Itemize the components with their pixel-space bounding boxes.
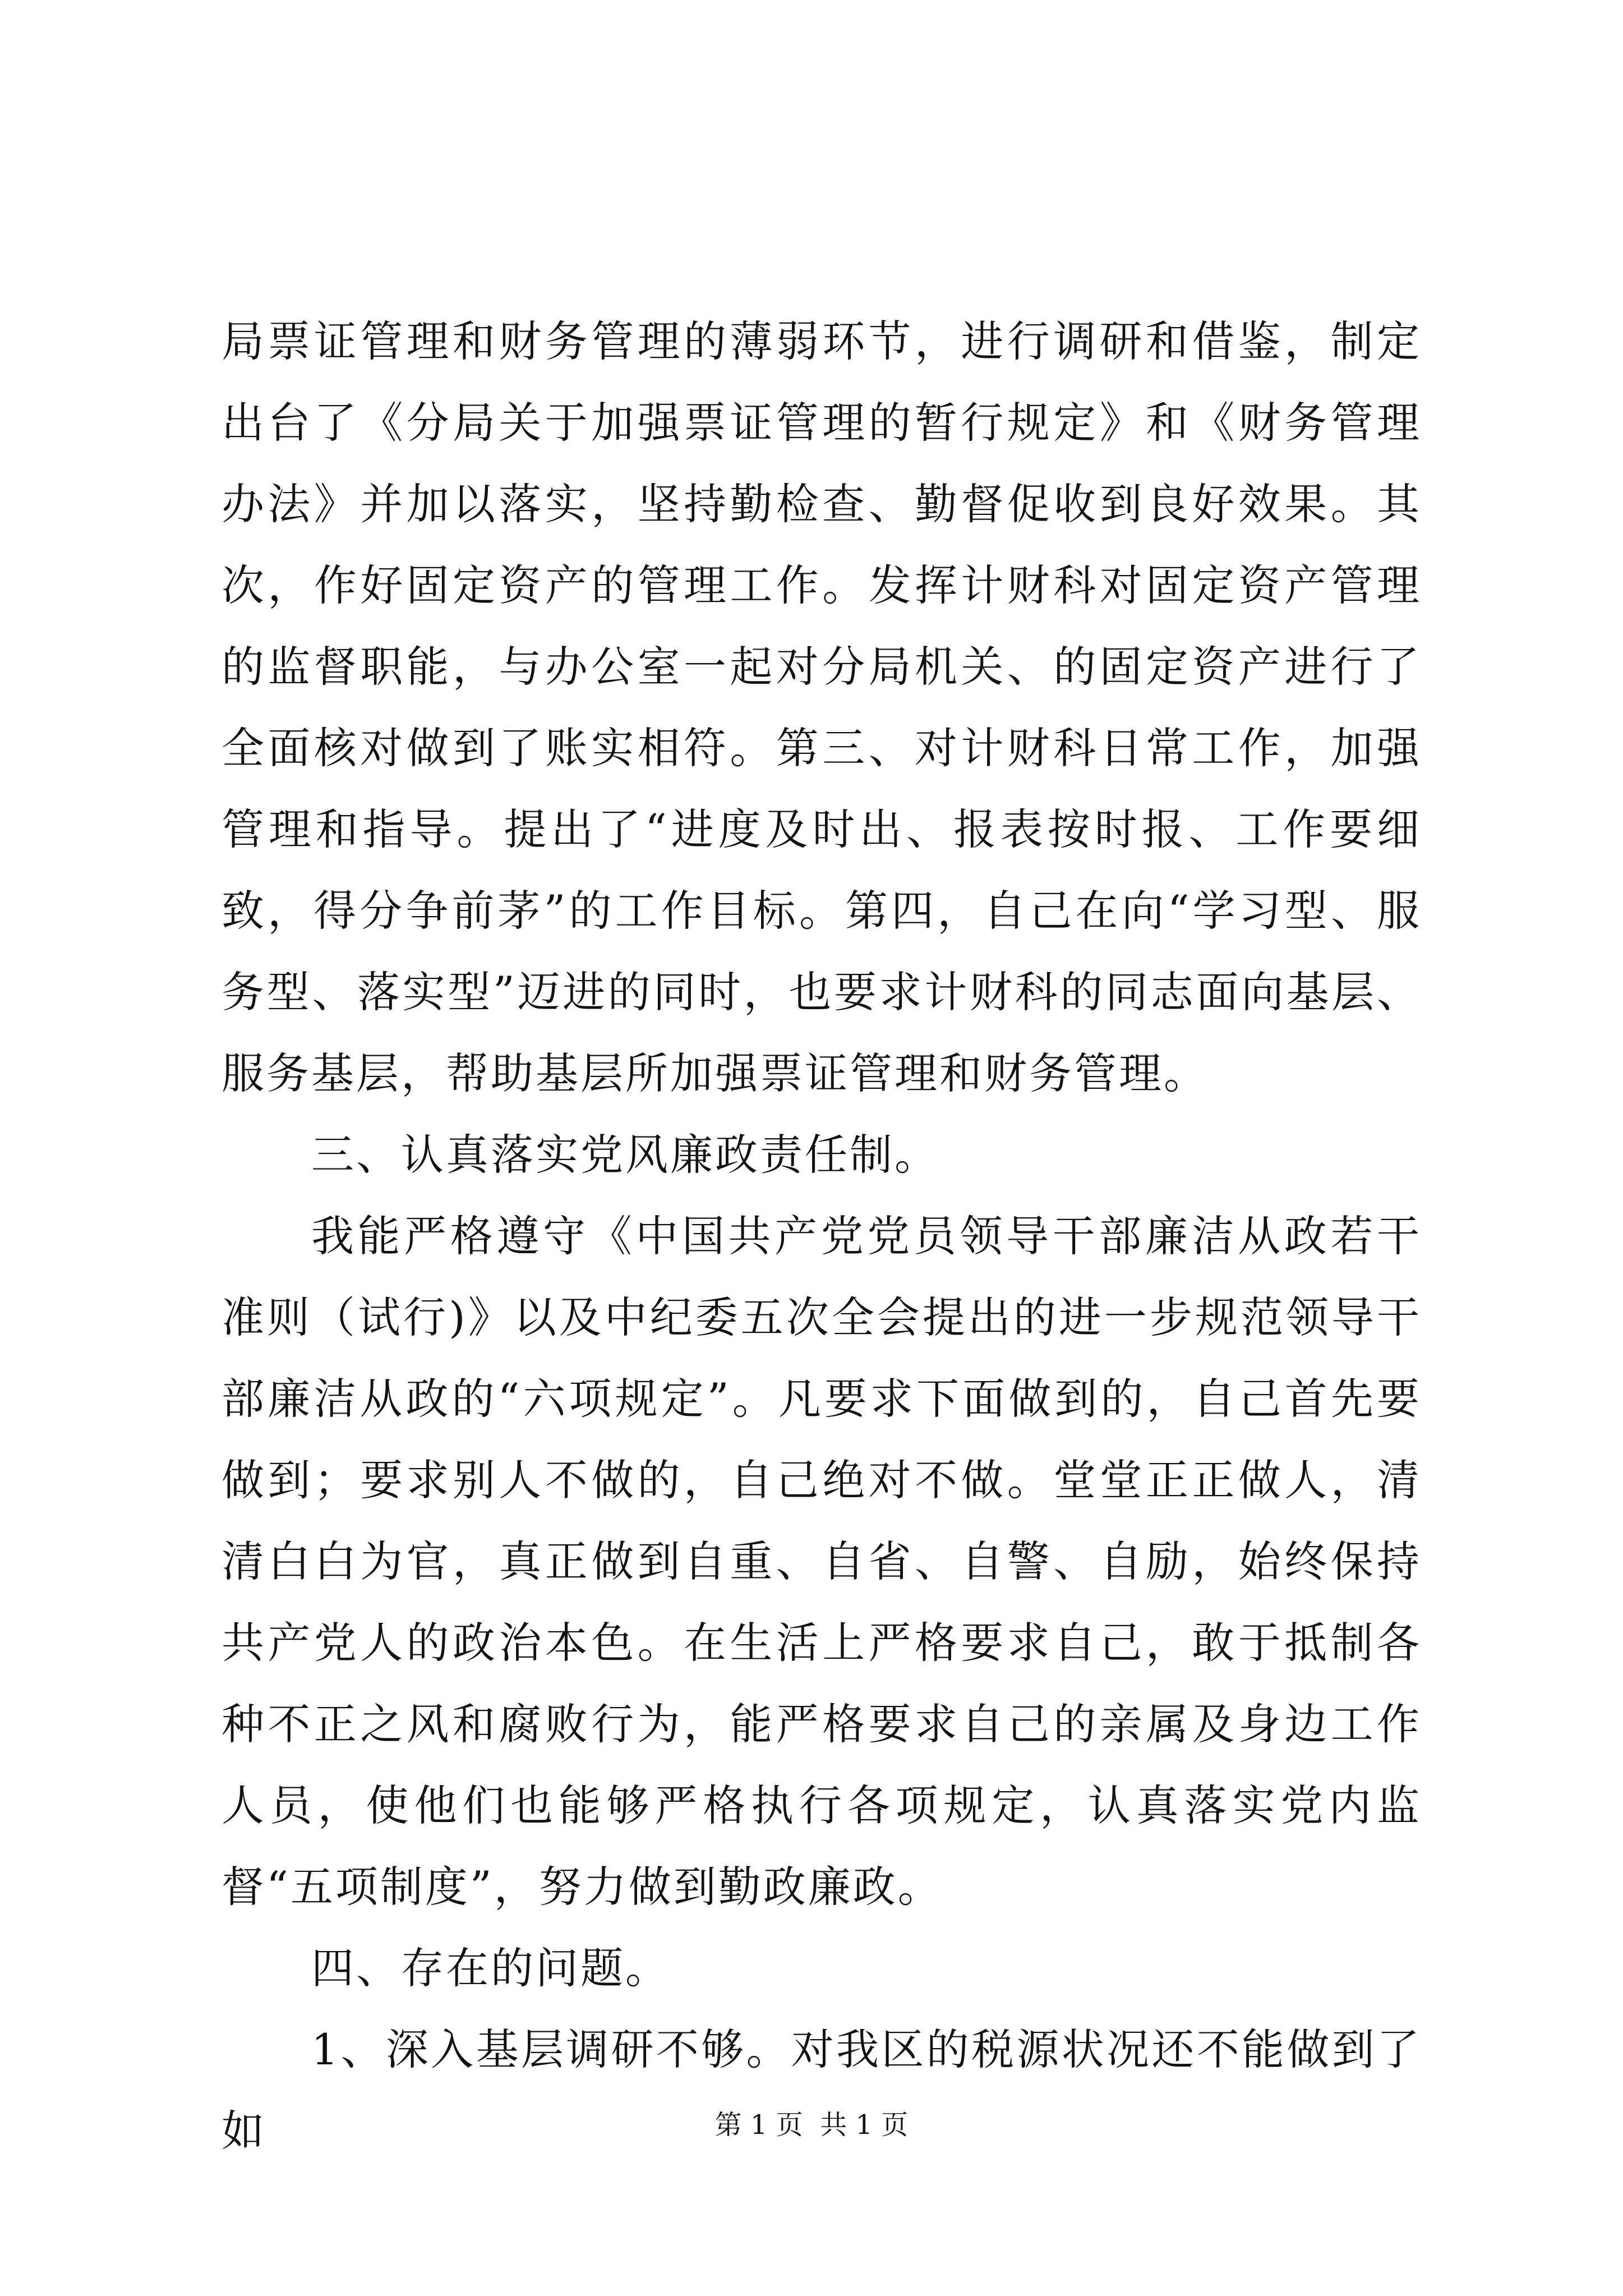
- page-footer: [0, 2108, 1623, 2142]
- section-heading-4: 四、存在的问题。: [311, 1943, 670, 1993]
- page-number-label: 第 1 页 共 1 页: [714, 2109, 909, 2141]
- paragraph-continuation: 局票证管理和财务管理的薄弱环节，进行调研和借鉴，制定出台了《分局关于加强票证管理的暂行规定》和《财务管理办法》并加以落实，坚持勤检查、勤督促收到良好效果。其次，作好固定资产的管理工作。发挥计财科对固定资产管理的监督职能，与办公室一起对分局机关、的固定资产进行了全面核对做到了账实相符。第三、对计财科日常工作，加强管理和指导。提出了“进度及时出、报表按时报、工作要细致，得分争前茅”的工作目标。第四，自己在向“学习型、服务型、落实型”迈进的同时，也要求计财科的同志面向基层、服务基层，帮助基层所加强票证管理和财务管理。: [222, 316, 1422, 1098]
- document-body: [222, 301, 1422, 2171]
- section-heading-3: 三、认真落实党风廉政责任制。: [311, 1130, 939, 1180]
- list-item: 1、深入基层调研不够。对我区的税源状况还不能做到了如: [222, 2024, 1422, 2156]
- paragraph: 我能严格遵守《中国共产党党员领导干部廉洁从政若干准则（试行)》以及中纪委五次全会提出的进一步规范领导干部廉洁从政的“六项规定”。凡要求下面做到的，自己首先要做到；要求别人不做的，自己绝对不做。堂堂正正做人，清清白白为官，真正做到自重、自省、自警、自励，始终保持共产党人的政治本色。在生活上严格要求自己，敢于抵制各种不正之风和腐败行为，能严格要求自己的亲属及身边工作人员，使他们也能够严格执行各项规定，认真落实党内监督“五项制度”，努力做到勤政廉政。: [222, 1211, 1422, 1912]
